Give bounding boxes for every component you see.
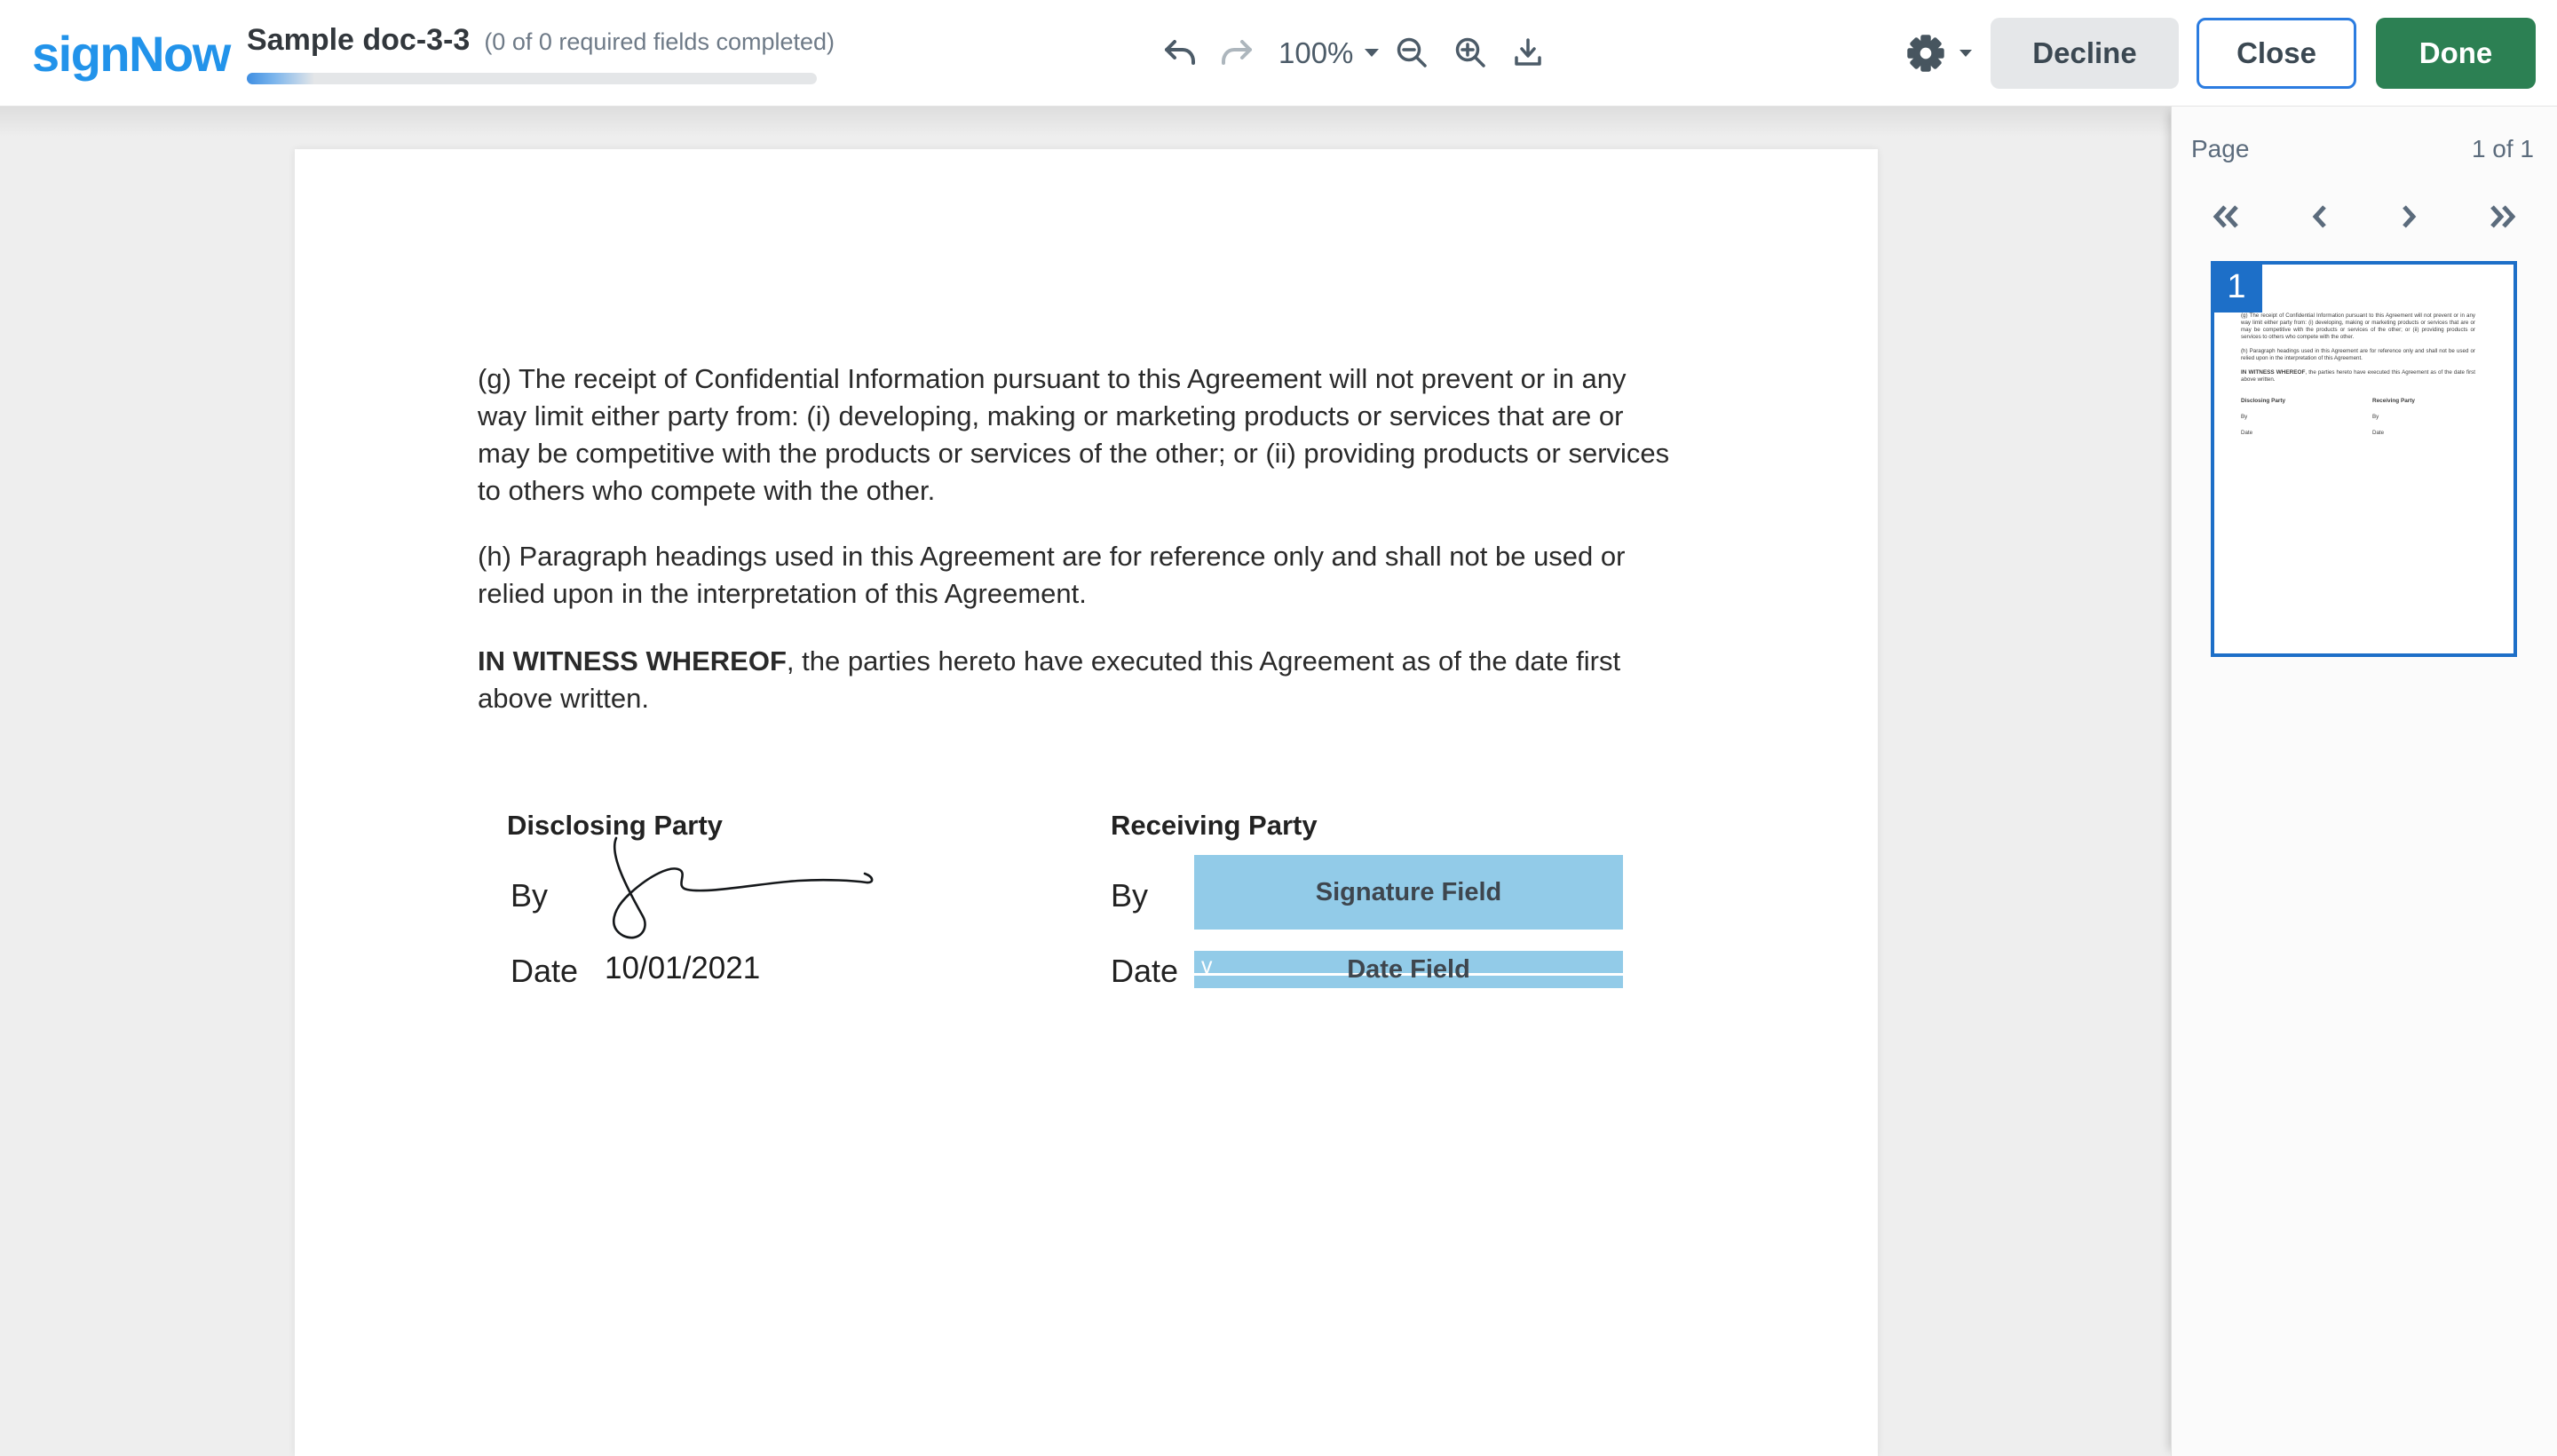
paragraph-h: (h) Paragraph headings used in this Agreement are for reference only and shall not be used or relied upon in the interpretation of this Agreement. bbox=[478, 541, 1626, 609]
page-indicator-row bbox=[2172, 135, 2557, 163]
pages-sidebar bbox=[2171, 107, 2557, 1456]
paragraph-g: (g) The receipt of Confidential Information pursuant to this Agreement will not prevent or in any way limit either party from: (i) developing, making or marketing products or services that are or may be competitive with the products or services of the other; or (ii) providing products or services to others who compete with the other. bbox=[478, 363, 1670, 506]
disclosing-by-label: By bbox=[511, 877, 549, 914]
disclosing-party-title: Disclosing Party bbox=[507, 810, 723, 841]
signature-field[interactable]: Signature Field bbox=[1194, 855, 1623, 930]
disclosing-date-value[interactable]: 10/01/2021 bbox=[605, 951, 761, 985]
fields-progress-bar bbox=[247, 73, 817, 84]
page-thumbnail[interactable] bbox=[2211, 261, 2517, 657]
zoom-level-dropdown[interactable] bbox=[1278, 0, 1380, 107]
gear-icon bbox=[1905, 33, 1946, 74]
thumbnail-paragraph-witness: IN WITNESS WHEREOF, the parties hereto have executed this Agreement as of the date first above written. bbox=[2241, 369, 2475, 383]
chevron-down-icon bbox=[1364, 48, 1380, 59]
thumbnail-content bbox=[2241, 313, 2475, 460]
first-page-button[interactable] bbox=[2211, 202, 2243, 231]
witness-lead: IN WITNESS WHEREOF bbox=[478, 645, 787, 677]
page-count: 1 of 1 bbox=[2471, 135, 2534, 162]
fields-completed-status: (0 of 0 required fields completed) bbox=[484, 28, 835, 55]
thumbnail-paragraph-h: (h) Paragraph headings used in this Agreement are for reference only and shall not be used or relied upon in the interpretation of this Agreement. bbox=[2241, 348, 2475, 361]
thumbnail-paragraph-g: (g) The receipt of Confidential Information pursuant to this Agreement will not prevent or in any way limit either party from: (i) developing, making or marketing products or services that are or may be competitive with the products or services of the other; or (ii) providing products or services to others who compete with the other. bbox=[2241, 313, 2475, 340]
disclosing-signature[interactable] bbox=[561, 831, 916, 955]
receiving-by-label: By bbox=[1111, 877, 1149, 914]
zoom-level-value: 100% bbox=[1278, 36, 1354, 69]
undo-button[interactable] bbox=[1161, 0, 1199, 107]
receiving-date-label: Date bbox=[1111, 953, 1179, 989]
page-label: Page bbox=[2191, 135, 2250, 162]
last-page-button[interactable] bbox=[2486, 202, 2518, 231]
zoom-out-button[interactable] bbox=[1394, 0, 1431, 107]
document-title-area bbox=[247, 23, 835, 58]
receiving-party-title: Receiving Party bbox=[1111, 810, 1318, 841]
document-viewport bbox=[0, 107, 2171, 1456]
done-button[interactable]: Done bbox=[2376, 18, 2536, 89]
date-field-label: Date Field bbox=[1347, 954, 1470, 984]
page-navigation bbox=[2172, 192, 2557, 241]
page-number-badge: 1 bbox=[2211, 261, 2262, 313]
disclosing-date-label: Date bbox=[511, 953, 579, 989]
date-field[interactable] bbox=[1194, 951, 1623, 988]
chevron-down-icon bbox=[1959, 49, 1973, 59]
fields-progress-fill bbox=[247, 73, 316, 84]
date-field-caret: v bbox=[1201, 954, 1213, 978]
redo-button[interactable] bbox=[1218, 0, 1255, 107]
download-button[interactable] bbox=[1509, 0, 1547, 107]
decline-button[interactable]: Decline bbox=[1991, 18, 2179, 89]
header-bar bbox=[0, 0, 2557, 107]
thumbnail-party-columns: Disclosing Party By Date Receiving Party By Date bbox=[2241, 398, 2415, 436]
zoom-in-button[interactable] bbox=[1453, 0, 1490, 107]
paragraph-witness bbox=[478, 643, 1676, 717]
witness-rest: , the parties hereto have executed this Agreement as of the date first above written. bbox=[478, 645, 1621, 714]
close-button[interactable]: Close bbox=[2197, 18, 2356, 89]
document-page bbox=[295, 149, 1878, 1456]
settings-menu-button[interactable] bbox=[1905, 0, 1973, 107]
document-title: Sample doc-3-3 bbox=[247, 23, 471, 57]
signnow-logo: signNow bbox=[32, 25, 230, 82]
previous-page-button[interactable] bbox=[2309, 202, 2331, 231]
next-page-button[interactable] bbox=[2398, 202, 2419, 231]
